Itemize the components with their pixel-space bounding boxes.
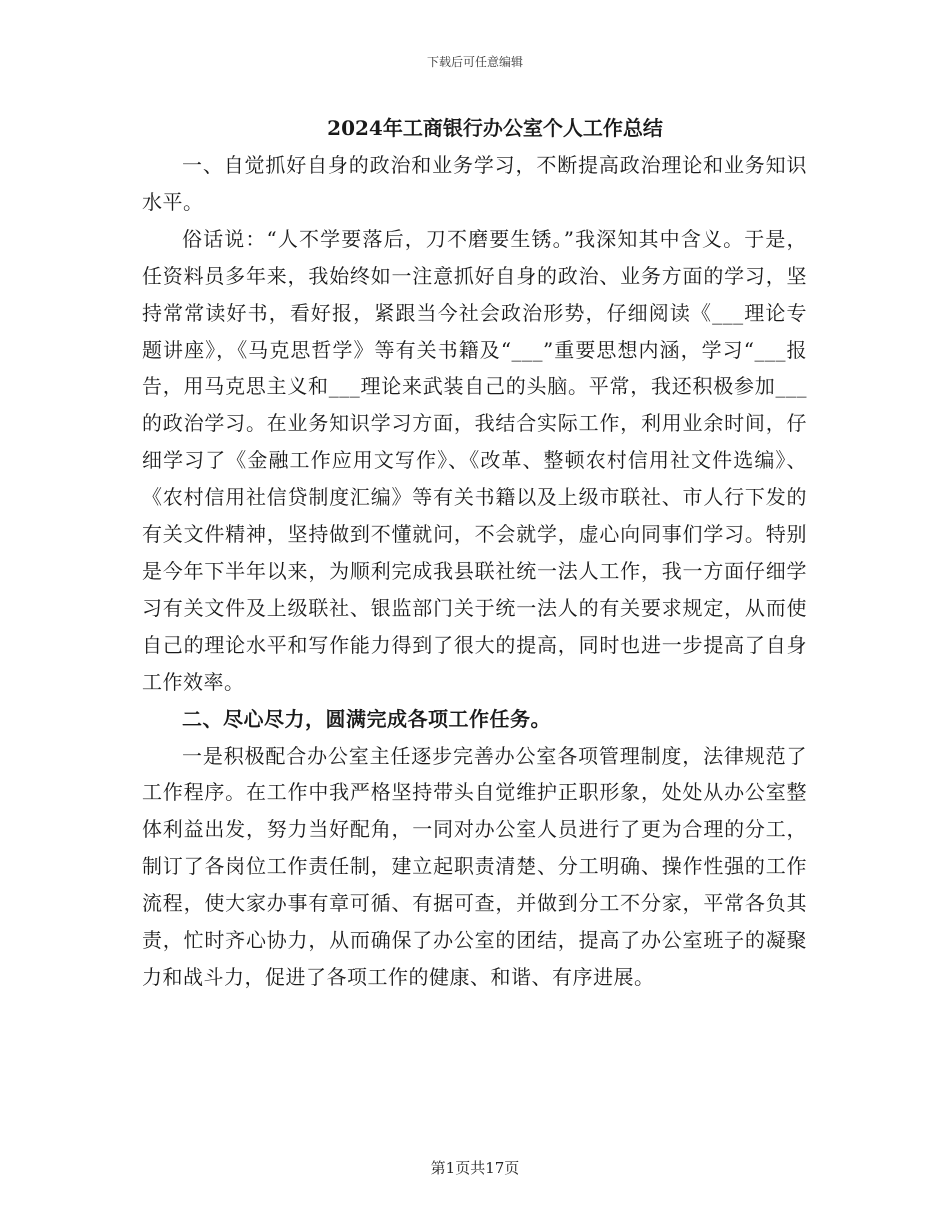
document-title: 2024年工商银行办公室个人工作总结 — [327, 116, 663, 140]
page-number-footer: 第1页共17页 — [430, 1159, 520, 1177]
body-paragraph-2: 一是积极配合办公室主任逐步完善办公室各项管理制度，法律规范了工作程序。在工作中我严格坚持带头自觉维护正职形象，处处从办公室整体利益出发，努力当好配角，一同对办公室人员进行了更为合理的分工，制订了各岗位工作责任制，建立起职责清楚、分工明确、操作性强的工作流程，使大家办事有章可循、有据可查，并做到分工不分家，平常各负其责，忙时齐心协力，从而确保了办公室的团结，提高了办公室班子的凝聚力和战斗力，促进了各项工作的健康、和谐、有序进展。 — [142, 743, 807, 989]
body-paragraph-1: 俗话说：“人不学要落后，刀不磨要生锈。”我深知其中含义。于是，任资料员多年来，我始终如一注意抓好自身的政治、业务方面的学习，坚持常常读好书，看好报，紧跟当今社会政治形势，仔细阅读《___理论专题讲座》，《马克思哲学》等有关书籍及“___”重要思想内涵，学习“___报告，用马克思主义和___理论来武装自己的头脑。平常，我还积极参加___的政治学习。在业务知识学习方面，我结合实际工作，利用业余时间，仔细学习了《金融工作应用文写作》、《改革、整顿农村信用社文件选编》、《农村信用社信贷制度汇编》等有关书籍以及上级市联社、市人行下发的有关文件精神，坚持做到不懂就问，不会就学，虚心向同事们学习。特别是今年下半年以来，为顺利完成我县联社统一法人工作，我一方面仔细学习有关文件及上级联社、银监部门关于统一法人的有关要求规定，从而使自己的理论水平和写作能力得到了很大的提高，同时也进一步提高了自身工作效率。 — [142, 226, 807, 694]
section-heading-1: 一、自觉抓好自身的政治和业务学习，不断提高政治理论和业务知识水平。 — [142, 153, 807, 214]
document-body — [142, 147, 807, 996]
section-heading-2: 二、尽心尽力，圆满完成各项工作任务。 — [182, 706, 551, 731]
header-note: 下载后可任意编辑 — [426, 55, 523, 69]
